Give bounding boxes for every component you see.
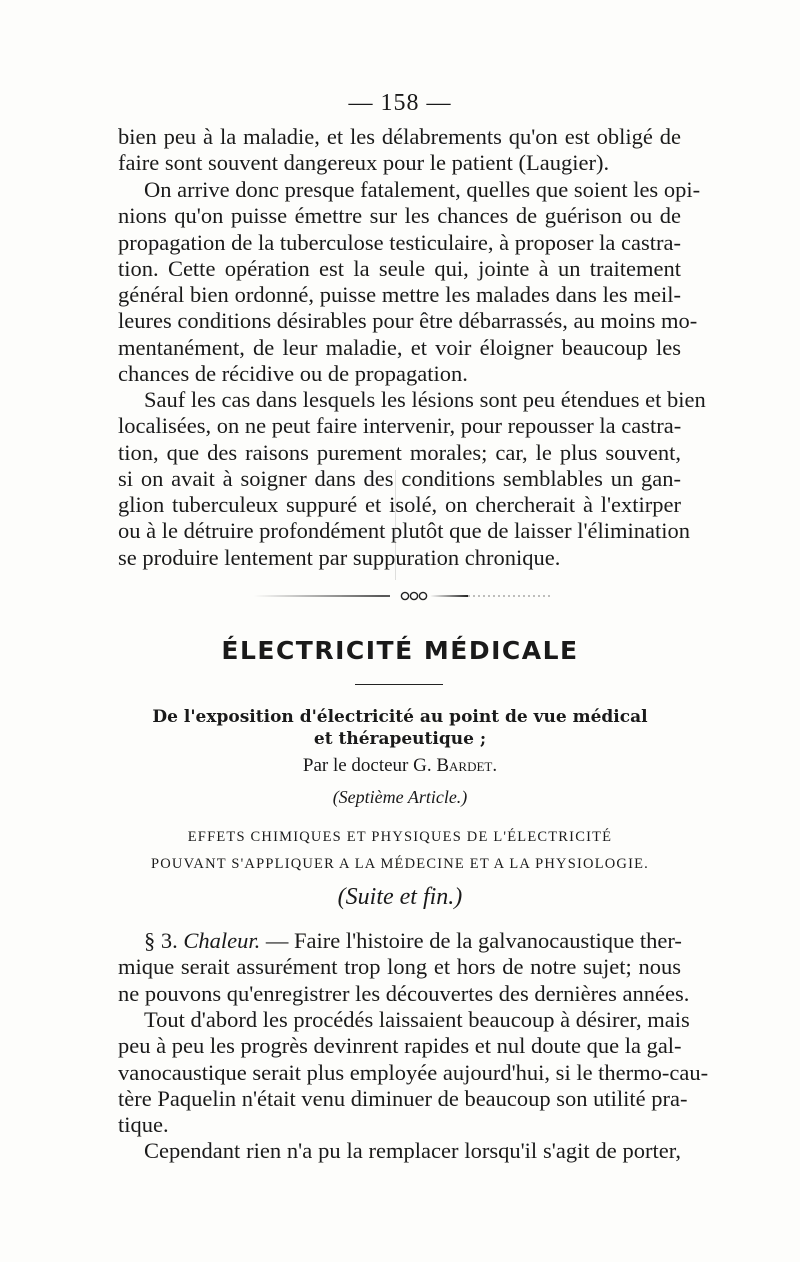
text-line: faire sont souvent dangereux pour le patient (Laugier). [118, 150, 610, 176]
text-line: tique. [118, 1112, 169, 1138]
paragraph-continuation [118, 124, 681, 177]
text-line: Cependant rien n'a pu la remplacer lorsqu'il s'agit de porter, [144, 1138, 681, 1163]
article-title-line: De l'exposition d'électricité au point de vue médical [152, 707, 648, 727]
continuation-note: (Suite et fin.) [337, 884, 463, 910]
author-byline [0, 755, 800, 777]
text-fragment: — Faire l'histoire de la galvanocaustique ther- [260, 928, 682, 953]
article-title-line: et thérapeutique ; [313, 729, 487, 749]
heading-rule [355, 684, 443, 685]
article-number: (Septième Article.) [332, 787, 468, 807]
text-line: tion, que des raisons purement morales; car, le plus souvent, [118, 439, 681, 465]
text-line: si on avait à soigner dans des conditions semblables un gan- [118, 465, 681, 491]
text-line: localisées, on ne peut faire intervenir, pour repousser la castra- [118, 413, 682, 439]
text-line: nions qu'on puisse émettre sur les chances de guérison ou de [118, 203, 681, 229]
paper-crease [395, 470, 396, 580]
section-number: § 3. [144, 928, 184, 953]
text-line: Tout d'abord les procédés laissaient beaucoup à désirer, mais [144, 1007, 690, 1032]
text-line: se produire lentement par suppuration chronique. [118, 544, 561, 570]
text-line: vanocaustique serait plus employée aujourd'hui, si le thermo-cau- [118, 1059, 709, 1085]
text-line: glion tuberculeux suppuré et isolé, on chercherait à l'extirper [118, 492, 681, 518]
text-line: général bien ordonné, puisse mettre les malades dans les meil- [118, 282, 681, 308]
text-line: Sauf les cas dans lesquels les lésions sont peu étendues et bien [144, 387, 706, 412]
subheading-line: POUVANT S'APPLIQUER A LA MÉDECINE ET A LA PHYSIOLOGIE. [150, 856, 650, 872]
text-line: On arrive donc presque fatalement, quelles que soient les opi- [144, 177, 701, 202]
paragraph-procedes [118, 1007, 709, 1138]
text-line: ou à le détruire profondément plutôt que de laisser l'élimination [118, 518, 691, 544]
paragraph-cependant [118, 1138, 681, 1164]
text-line: ne pouvons qu'enregistrer les découvertes des dernières années. [118, 980, 690, 1006]
paragraph-castration [118, 177, 701, 387]
text-line [118, 928, 681, 954]
text-line: leures conditions désirables pour être débarrassés, au moins mo- [118, 308, 698, 334]
italic-term: Chaleur. [183, 928, 261, 953]
author-prefix: Par le docteur G. [302, 755, 437, 776]
paragraph-lesions [118, 387, 706, 571]
text-line: tère Paquelin n'était venu diminuer de beaucoup son utilité pra- [118, 1085, 688, 1111]
text-line: bien peu à la maladie, et les délabrements qu'on est obligé de [118, 124, 681, 149]
text-line: propagation de la tuberculose testiculaire, à proposer la castra- [118, 229, 681, 255]
text-line: mique serait assurément trop long et hors de notre sujet; nous [118, 954, 681, 980]
subheading-line: EFFETS CHIMIQUES ET PHYSIQUES DE L'ÉLECTRICITÉ [187, 829, 613, 845]
paragraph-chaleur [118, 928, 690, 1007]
text-line: mentanément, de leur maladie, et voir éloigner beaucoup les [118, 334, 681, 360]
author-name: Bardet. [436, 755, 498, 776]
section-heading: ÉLECTRICITÉ MÉDICALE [221, 636, 579, 665]
text-line: peu à peu les progrès devinrent rapides et nul doute que la gal- [118, 1033, 682, 1059]
page-number: — 158 — [348, 90, 452, 116]
text-line: chances de récidive ou de propagation. [118, 361, 468, 387]
article-title [0, 706, 800, 750]
text-line: tion. Cette opération est la seule qui, jointe à un traitement [118, 255, 681, 281]
ornamental-divider-icon [250, 591, 550, 601]
